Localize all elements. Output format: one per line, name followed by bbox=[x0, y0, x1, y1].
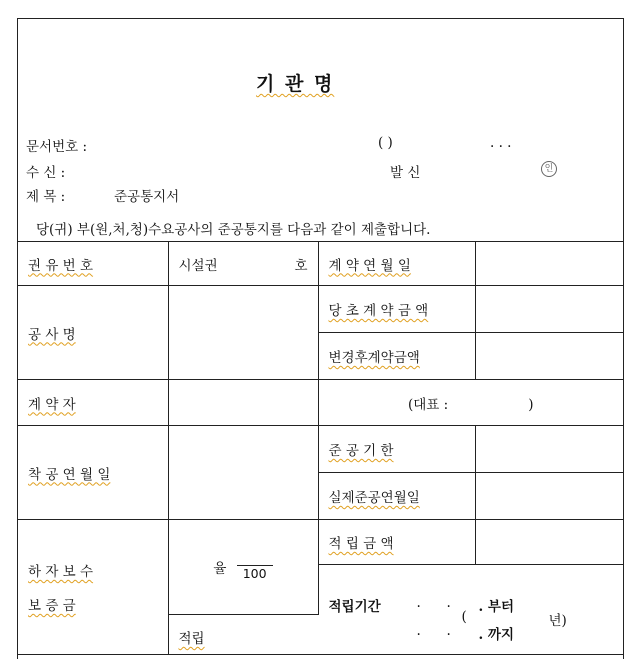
period-from: . 부터 bbox=[478, 599, 514, 615]
license-type-label: 시설권 bbox=[178, 257, 218, 274]
license-suffix: 호 bbox=[294, 257, 308, 274]
changed-amount-label: 변경후계약금액 bbox=[328, 350, 420, 366]
project-name-label: 공 사 명 bbox=[28, 326, 76, 343]
table-row bbox=[18, 286, 623, 333]
changed-amount-label-cell bbox=[318, 333, 475, 380]
recipient-label: 수 신 : bbox=[26, 165, 66, 181]
reserve-period-label: 적립기간 bbox=[328, 599, 381, 615]
intro-sentence: 당(귀) 부(원,처,청)수요공사의 준공통지를 다음과 같이 제출합니다. bbox=[36, 222, 431, 238]
initial-amount-label: 당 초 계 약 금 액 bbox=[328, 303, 429, 319]
deadline-label: 준 공 기 한 bbox=[328, 443, 394, 459]
contractor-value[interactable] bbox=[168, 380, 318, 426]
actual-completion-label: 실제준공연월일 bbox=[328, 490, 420, 506]
license-no-label-cell bbox=[18, 242, 168, 286]
table-row bbox=[18, 380, 623, 426]
period-to-dots: . . bbox=[416, 623, 451, 639]
rate-denominator: 100 bbox=[242, 565, 267, 581]
period-from-dots: . . bbox=[416, 595, 451, 611]
sender-label: 발 신 bbox=[390, 165, 421, 181]
subject-value: 준공통지서 bbox=[114, 189, 180, 205]
reserve-bottom-cell[interactable] bbox=[168, 615, 318, 655]
start-date-label-cell bbox=[18, 426, 168, 520]
warranty-rate-cell[interactable] bbox=[168, 520, 318, 615]
contractor-label: 계 약 자 bbox=[28, 396, 76, 413]
doc-number-dots: . . . bbox=[490, 135, 512, 151]
initial-amount-label-cell bbox=[318, 286, 475, 333]
subject-label: 제 목 : bbox=[26, 189, 66, 205]
actual-completion-value[interactable] bbox=[475, 473, 623, 520]
project-name-value[interactable] bbox=[168, 286, 318, 380]
table-row bbox=[18, 426, 623, 473]
contract-date-label-cell bbox=[318, 242, 475, 286]
representative-label: (대표 : bbox=[408, 396, 449, 413]
license-no-label: 권 유 번 호 bbox=[28, 257, 94, 274]
actual-completion-label-cell bbox=[318, 473, 475, 520]
document-form bbox=[17, 18, 624, 659]
warranty-label-1: 하 자 보 수 bbox=[28, 564, 94, 580]
contractor-label-cell bbox=[18, 380, 168, 426]
changed-amount-value[interactable] bbox=[475, 333, 623, 380]
page-title: 기 관 명 bbox=[256, 73, 335, 95]
reserve-amount-label-cell bbox=[318, 520, 475, 565]
rate-prefix: 율 bbox=[213, 561, 227, 577]
reserve-amount-value[interactable] bbox=[475, 520, 623, 565]
warranty-label-2: 보 증 금 bbox=[28, 598, 76, 614]
reserve-amount-label: 적 립 금 액 bbox=[328, 536, 394, 552]
doc-number-paren: ( ) bbox=[378, 135, 393, 151]
doc-number-label: 문서번호 : bbox=[26, 139, 88, 155]
deadline-value[interactable] bbox=[475, 426, 623, 473]
table-row bbox=[18, 520, 623, 565]
table-row bbox=[18, 242, 623, 286]
deadline-label-cell bbox=[318, 426, 475, 473]
representative-cell[interactable] bbox=[318, 380, 623, 426]
reserve-period-cell[interactable] bbox=[318, 565, 623, 655]
contract-date-value[interactable] bbox=[475, 242, 623, 286]
period-to: . 까지 bbox=[478, 627, 514, 643]
start-date-label: 착 공 연 월 일 bbox=[28, 466, 111, 483]
project-name-label-cell bbox=[18, 286, 168, 380]
start-date-value[interactable] bbox=[168, 426, 318, 520]
initial-amount-value[interactable] bbox=[475, 286, 623, 333]
completion-form-table bbox=[18, 241, 623, 655]
rate-fraction bbox=[237, 553, 273, 582]
warranty-label-cell bbox=[18, 520, 168, 655]
reserve-bottom-label: 적립 bbox=[178, 631, 205, 647]
contract-date-label: 계 약 연 월 일 bbox=[328, 257, 411, 274]
period-paren: ( bbox=[461, 609, 467, 625]
license-value-cell[interactable] bbox=[168, 242, 318, 286]
seal-icon: 인 bbox=[541, 161, 557, 177]
representative-close: ) bbox=[528, 396, 534, 413]
period-years: 년) bbox=[548, 613, 567, 629]
